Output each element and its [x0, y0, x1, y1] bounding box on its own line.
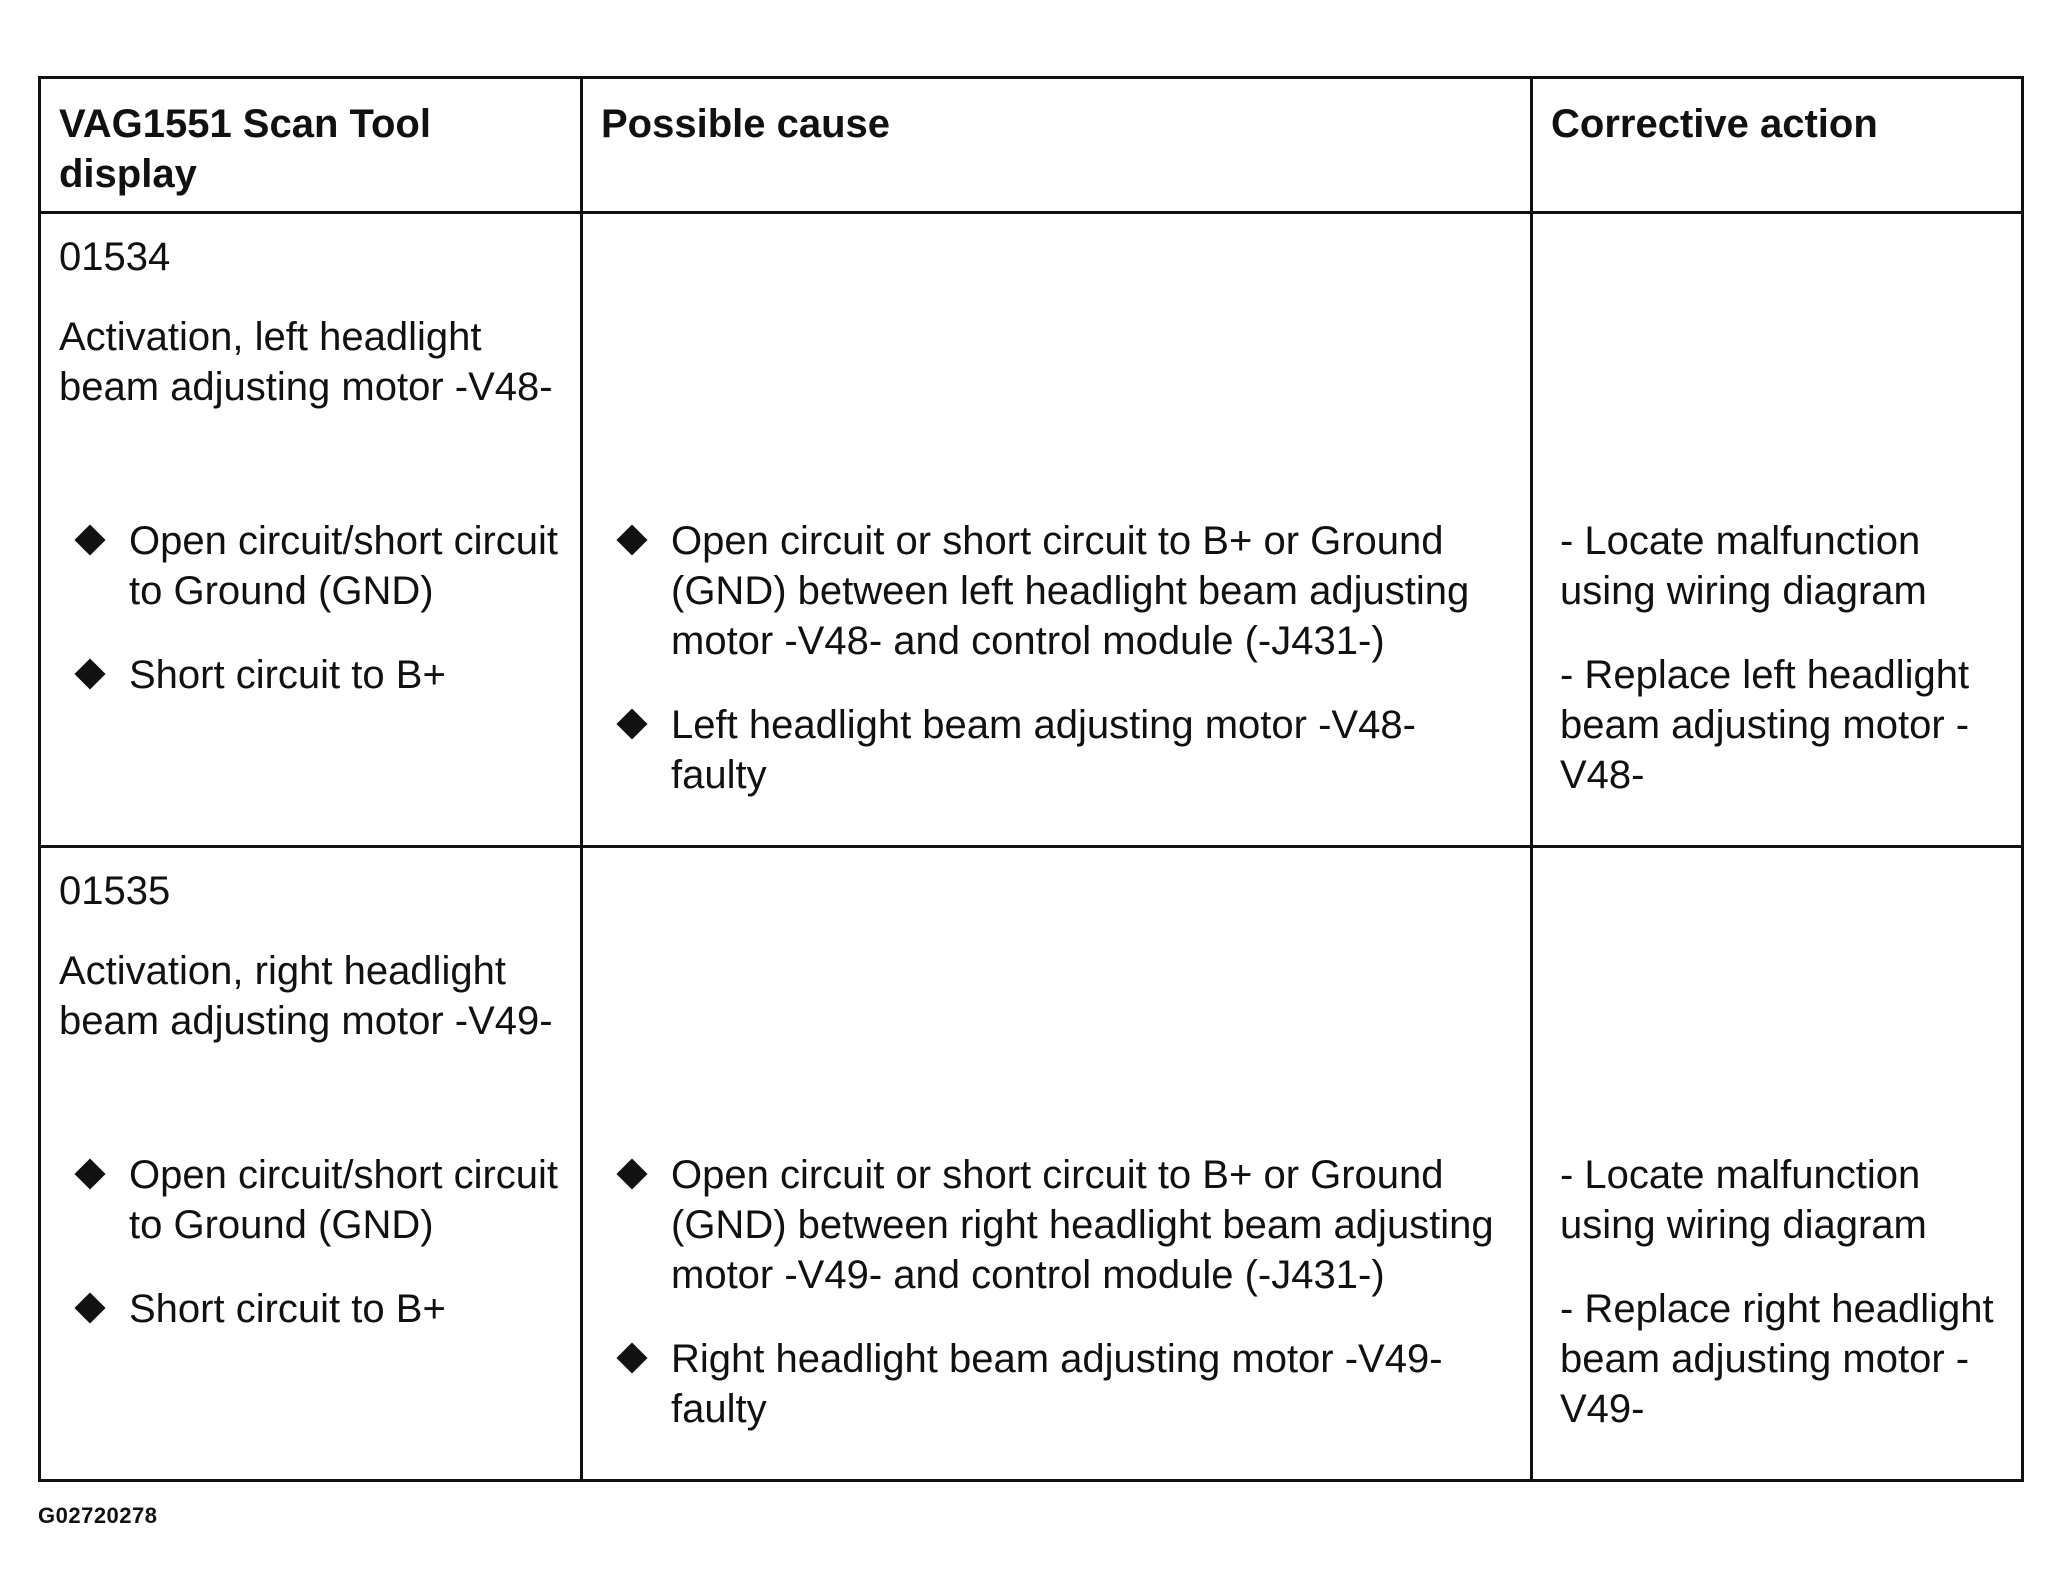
action-text: - Replace right headlight beam adjusting motor -V49-	[1560, 1287, 1994, 1431]
list-item	[41, 1284, 580, 1334]
corrective-action-cell	[1532, 213, 2023, 847]
list-item	[41, 516, 580, 616]
possible-cause-cell	[582, 213, 1532, 847]
fault-description: Activation, left headlight beam adjusting motor -V48-	[59, 315, 553, 409]
table-row	[40, 847, 2023, 1481]
header-corrective-action: Corrective action	[1532, 78, 2023, 213]
list-item	[583, 1334, 1530, 1434]
header-possible-cause: Possible cause	[582, 78, 1532, 213]
cause-text: Open circuit or short circuit to B+ or Ground (GND) between left headlight beam adjusting motor -V48- and control module (-J431-)	[671, 519, 1470, 663]
scan-tool-display-cell	[40, 213, 582, 847]
list-item	[583, 516, 1530, 666]
diamond-bullet-icon	[74, 524, 105, 555]
action-text: - Locate malfunction using wiring diagram	[1560, 519, 1927, 613]
diamond-bullet-icon	[616, 524, 647, 555]
cause-text: Right headlight beam adjusting motor -V49- faulty	[671, 1337, 1443, 1431]
diamond-bullet-icon	[616, 708, 647, 739]
scan-tool-display-cell	[40, 847, 582, 1481]
fault-code: 01534	[59, 235, 171, 279]
action-list	[1560, 516, 2001, 834]
symptom-list	[41, 516, 580, 734]
figure-id: G02720278	[38, 1503, 158, 1528]
corrective-action-cell	[1532, 847, 2023, 1481]
diamond-bullet-icon	[74, 658, 105, 689]
list-item	[41, 1150, 580, 1250]
cause-list	[583, 1150, 1530, 1468]
action-list	[1560, 1150, 2001, 1468]
diamond-bullet-icon	[74, 1158, 105, 1189]
list-item	[583, 700, 1530, 800]
cause-text: Left headlight beam adjusting motor -V48- faulty	[671, 703, 1416, 797]
list-item	[583, 1150, 1530, 1300]
symptom-list	[41, 1150, 580, 1368]
diamond-bullet-icon	[616, 1342, 647, 1373]
possible-cause-cell	[582, 847, 1532, 1481]
fault-description: Activation, right headlight beam adjusting motor -V49-	[59, 949, 553, 1043]
diamond-bullet-icon	[74, 1292, 105, 1323]
diamond-bullet-icon	[616, 1158, 647, 1189]
list-item	[41, 650, 580, 700]
cause-list	[583, 516, 1530, 834]
action-text: - Replace left headlight beam adjusting motor -V48-	[1560, 653, 1970, 797]
cause-text: Open circuit or short circuit to B+ or Ground (GND) between right headlight beam adjusting motor -V49- and control module (-J431-)	[671, 1153, 1494, 1297]
header-scan-tool-display: VAG1551 Scan Tool display	[40, 78, 582, 213]
symptom-text: Open circuit/short circuit to Ground (GND)	[129, 1153, 559, 1247]
action-text: - Locate malfunction using wiring diagram	[1560, 1153, 1927, 1247]
fault-code: 01535	[59, 869, 171, 913]
symptom-text: Open circuit/short circuit to Ground (GND)	[129, 519, 559, 613]
symptom-text: Short circuit to B+	[129, 653, 446, 697]
symptom-text: Short circuit to B+	[129, 1287, 446, 1331]
table-row	[40, 213, 2023, 847]
diagnostic-table	[38, 76, 2024, 1482]
table-header-row	[40, 78, 2023, 213]
